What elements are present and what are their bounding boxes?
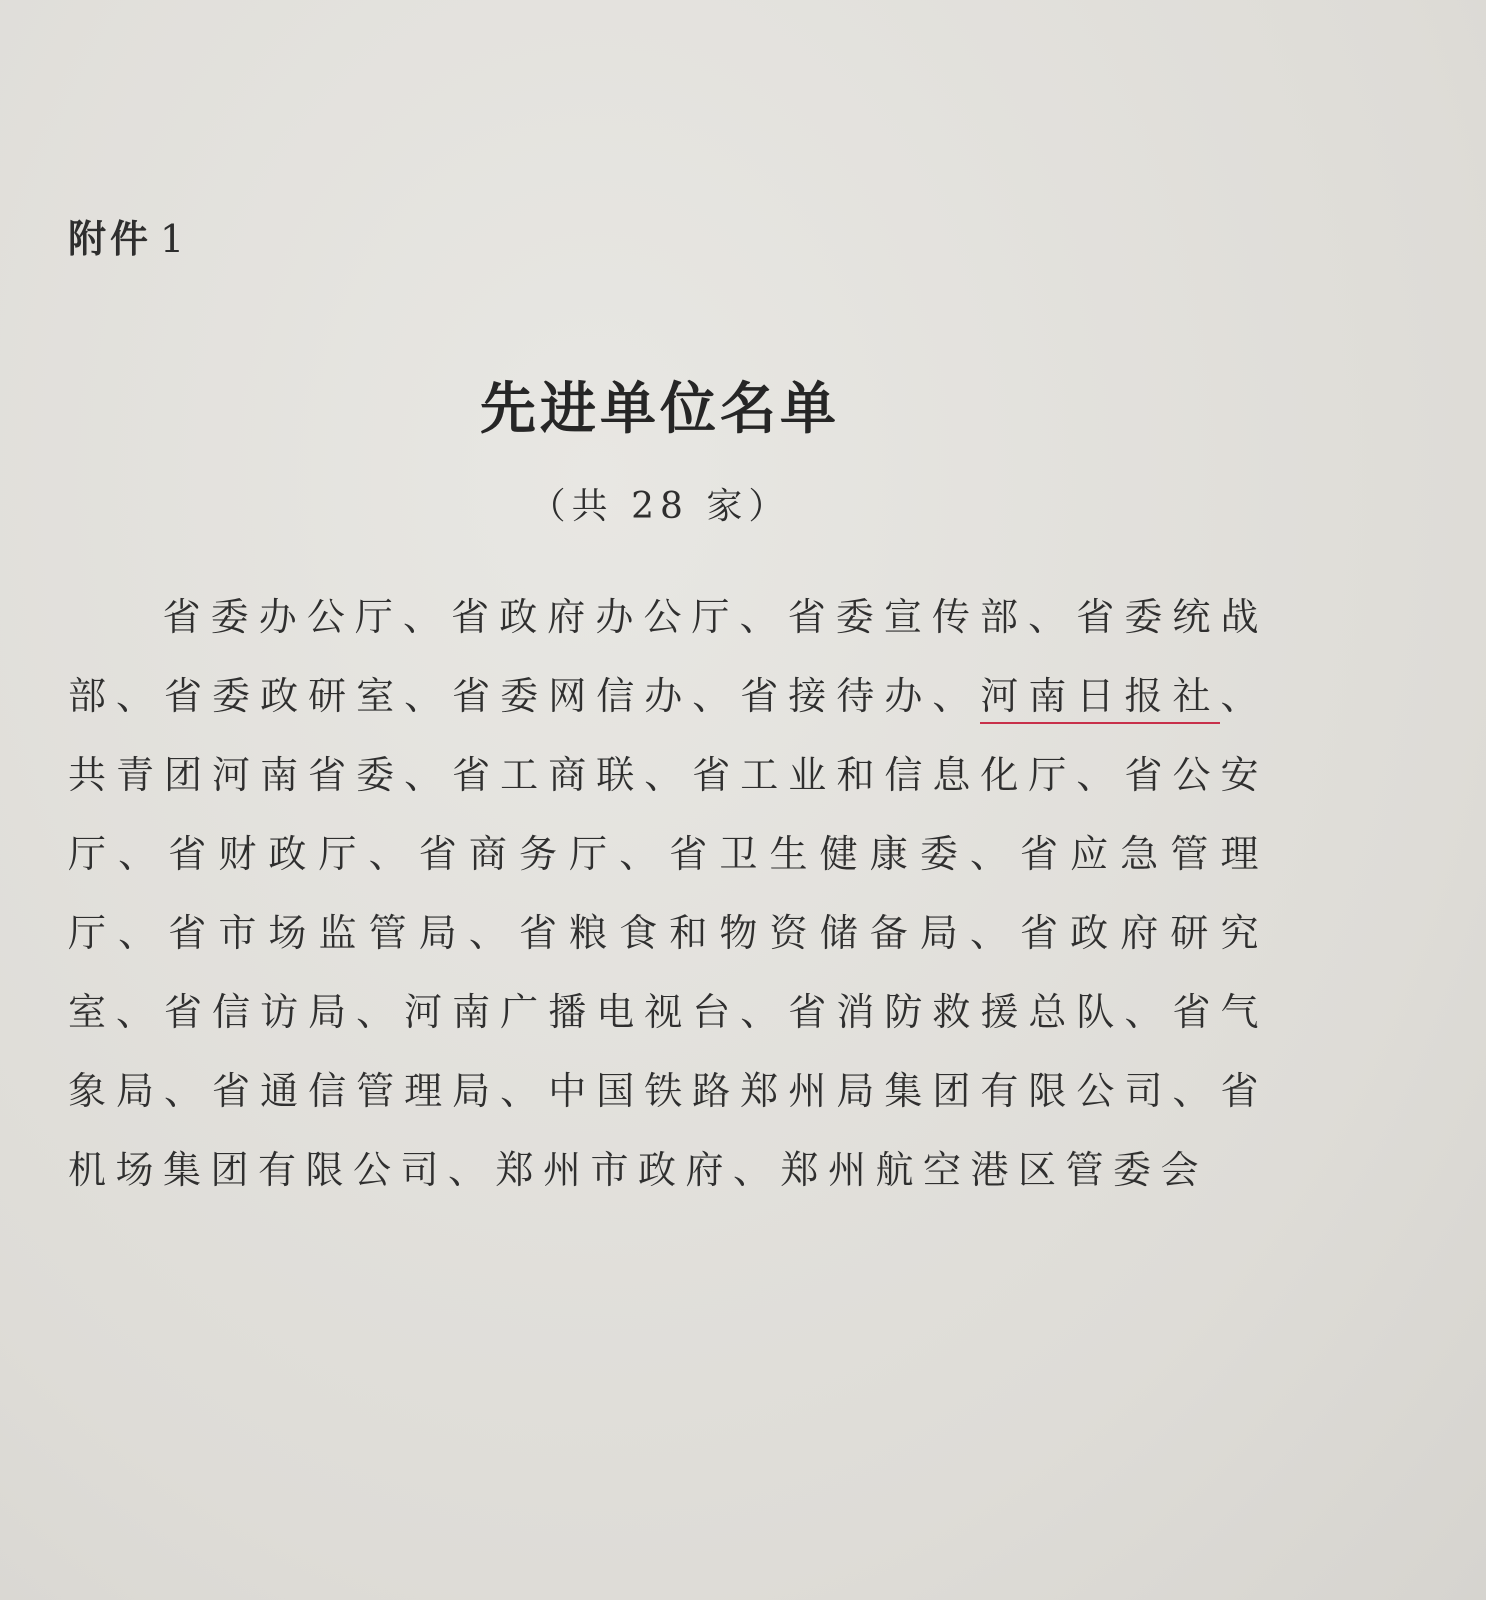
unit-list-part-1: 省委办公厅、省政府办公厅、省委宣传部、省委统战部、省委政研室、省委网信办、省接待办、 [68,595,1268,718]
highlighted-unit: 河南日报社 [980,674,1220,724]
attachment-label [68,208,188,263]
document-title: 先进单位名单 [480,376,840,442]
document-subtitle: （共 28 家） [529,486,791,527]
attachment-label-text: 附件 [68,217,153,261]
unit-list-paragraph [68,578,1268,1210]
attachment-number: 1 [160,217,189,261]
unit-list-part-2: 、共青团河南省委、省工商联、省工业和信息化厅、省公安厅、省财政厅、省商务厅、省卫生健康委、省应急管理厅、省市场监管局、省粮食和物资储备局、省政府研究室、省信访局、河南广播电视台、省消防救援总队、省气象局、省通信管理局、中国铁路郑州局集团有限公司、省机场集团有限公司、郑州市政府、郑州航空港区管委会 [68,674,1268,1192]
